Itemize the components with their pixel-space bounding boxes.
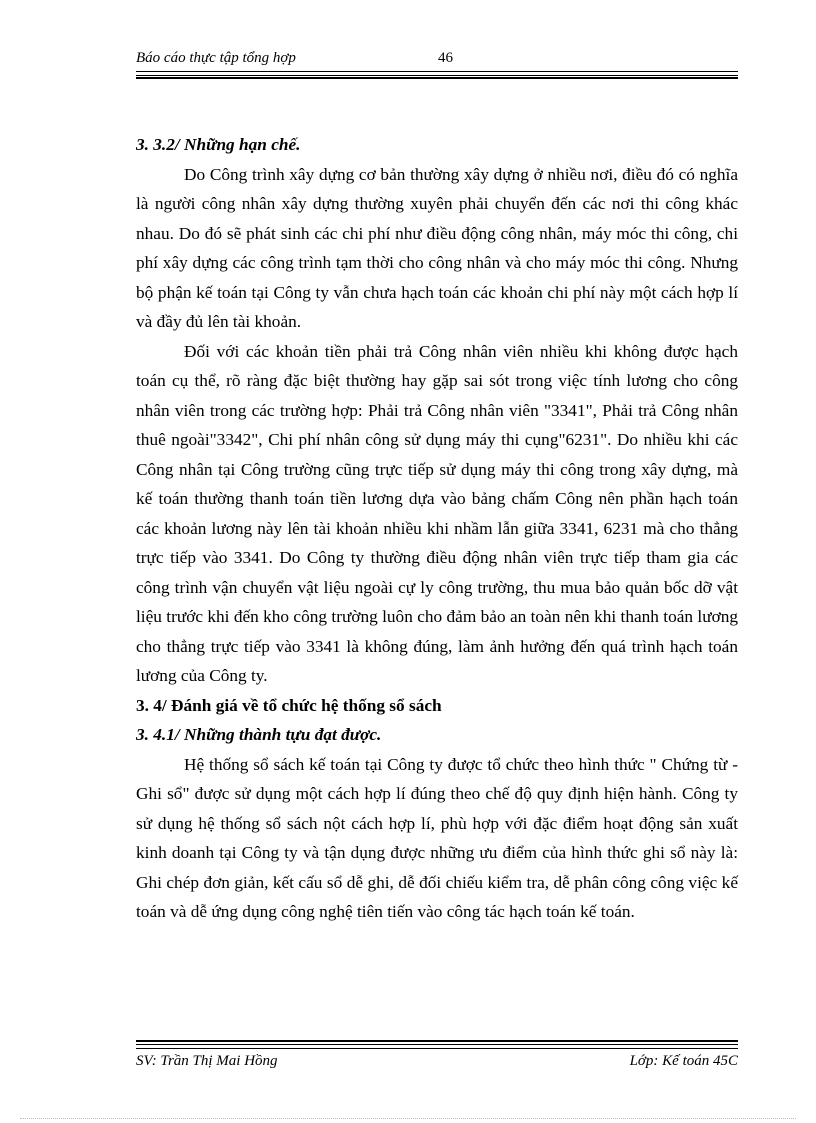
page-footer — [136, 1053, 738, 1073]
paragraph-3: Hệ thống sổ sách kế toán tại Công ty được tổ chức theo hình thức " Chứng từ - Ghi sổ" được sử dụng một cách hợp lí đúng theo chế độ quy định hiện hành. Công ty sử dụng hệ thống sổ sách nột cách hợp lí, phù hợp với đặc điểm hoạt động sản xuất kinh doanh tại Công ty và tận dụng được những ưu điểm của hình thức ghi sổ này là: Ghi chép đơn giản, kết cấu sổ dễ ghi, dễ đối chiếu kiểm tra, dễ phân công công việc kế toán và dễ ứng dụng công nghệ tiên tiến vào công tác hạch toán kế toán. — [136, 754, 738, 921]
page-content — [136, 130, 738, 927]
header-rule — [136, 71, 738, 76]
section-heading-limitations: 3. 3.2/ Những hạn chế. — [136, 135, 301, 154]
paragraph-1: Do Công trình xây dựng cơ bản thường xây dựng ở nhiều nơi, điều đó có nghĩa là người công nhân xây dựng thường xuyên phải chuyển đến các nơi thi công khác nhau. Do đó sẽ phát sinh các chi phí như điều động công nhân, máy móc thi công, chi phí xây dựng các công trình tạm thời cho công nhân và cho máy móc thi công. Nhưng bộ phận kế toán tại Công ty vẫn chưa hạch toán các khoản chi phí này một cách hợp lí và đầy đủ lên tài khoản. — [136, 164, 738, 331]
header-rule-thick — [136, 77, 738, 79]
class-name: Lớp: Kế toán 45C — [629, 1053, 738, 1069]
paragraph-2: Đối với các khoản tiền phải trả Công nhân viên nhiều khi không được hạch toán cụ thể, rõ ràng đặc biệt thường hay gặp sai sót trong việc tính lương cho công nhân viên trong các trường hợp: Phải trả Công nhân viên "3341", Phải trả Công nhân thuê ngoài"3342", Chi phí nhân công sử dụng máy thi cụng"6231". Do nhiều khi các Công nhân tại Công trường cũng trực tiếp sử dụng máy thi công trong xây dựng, mà kế toán thường thanh toán tiền lương dựa vào bảng chấm Công nên phần hạch toán các khoản lương này lên tài khoản nhiều khi nhầm lẫn giữa 3341, 6231 mà cho thẳng trực tiếp vào 3341. Do Công ty thường điều động nhân viên trực tiếp tham gia các công trình vận chuyển vật liệu ngoài cự ly công trường, thu mua bảo quản bốc dỡ vật liệu trước khi đến kho công trường luôn cho đảm bảo an toàn nên khi thanh toán lương cho thẳng trực tiếp vào 3341 là không đúng, làm ảnh hưởng đến quá trình hạch toán lương của Công ty. — [136, 341, 738, 685]
footer-rule — [136, 1044, 738, 1049]
section-heading-evaluation: 3. 4/ Đánh giá về tổ chức hệ thống sổ sách — [136, 695, 442, 715]
student-name: SV: Trần Thị Mai Hồng — [136, 1053, 278, 1069]
footer-rule-thick — [136, 1040, 738, 1042]
page-number: 46 — [438, 50, 453, 66]
section-heading-achievements: 3. 4.1/ Những thành tựu đạt được. — [136, 725, 382, 744]
page-edge-divider — [20, 1118, 796, 1119]
page-header — [136, 50, 738, 70]
report-title: Báo cáo thực tập tổng hợp — [136, 50, 296, 66]
